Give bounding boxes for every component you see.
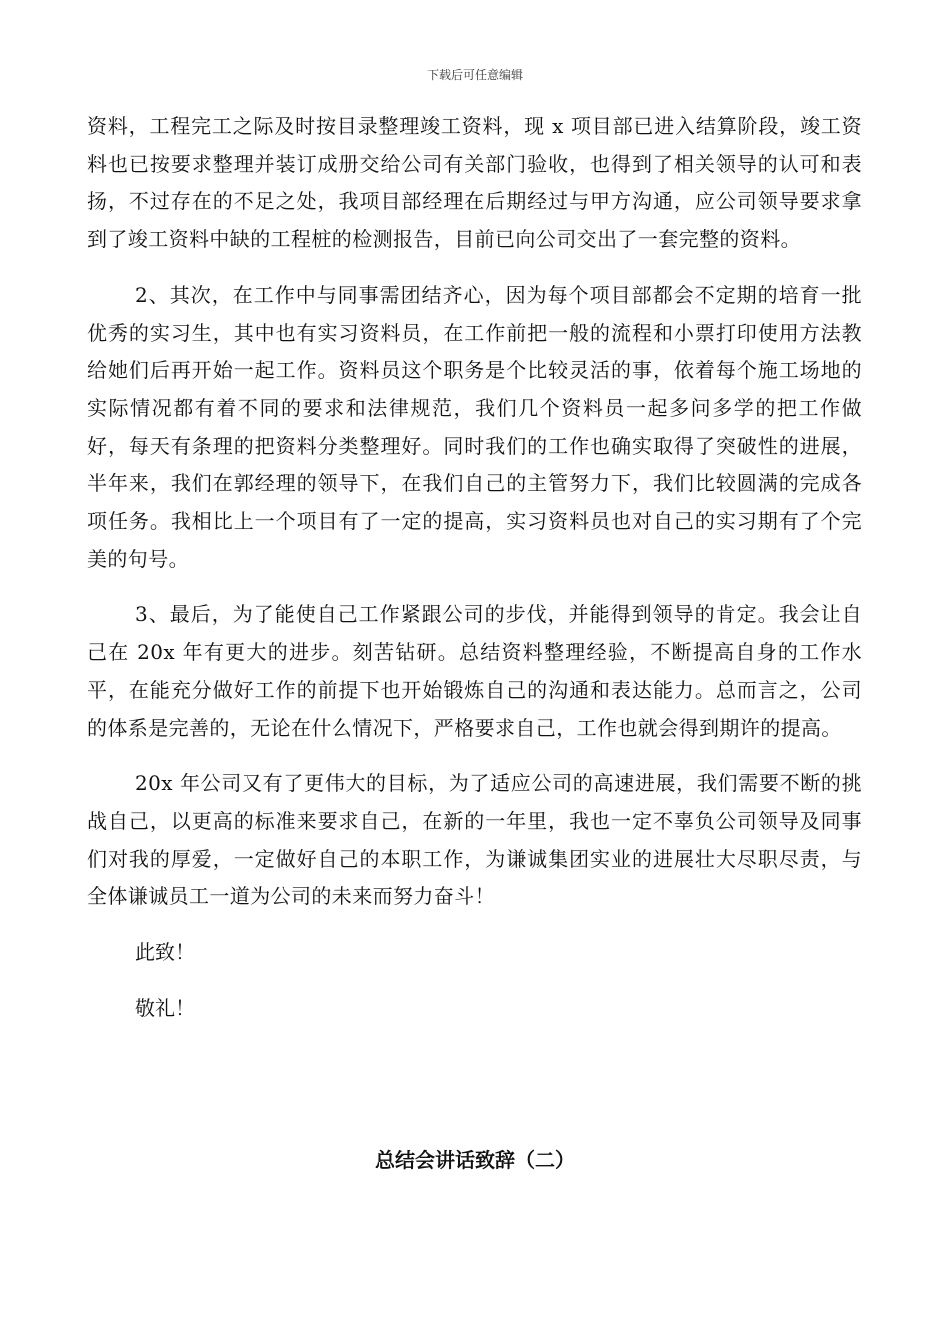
paragraph-3: 3、最后，为了能使自己工作紧跟公司的步伐，并能得到领导的肯定。我会让自己在 20x 年有更大的进步。刻苦钻研。总结资料整理经验，不断提高自身的工作水平，在能充分做好工作的前提下也开始锻炼自己的沟通和表达能力。总而言之，公司的体系是完善的，无论在什么情况下，严格要求自己，工作也就会得到期许的提高。 bbox=[87, 602, 862, 740]
paragraph-gap bbox=[87, 747, 862, 765]
paragraph-gap bbox=[87, 916, 862, 934]
document-body bbox=[87, 108, 862, 1027]
section-title: 总结会讲话致辞（二） bbox=[375, 1148, 575, 1172]
paragraph-gap bbox=[87, 972, 862, 990]
closing-salutation: 此致！ bbox=[135, 940, 195, 965]
paragraph-2: 2、其次，在工作中与同事需团结齐心，因为每个项目部都会不定期的培育一批优秀的实习生，其中也有实习资料员，在工作前把一般的流程和小票打印使用方法教给她们后再开始一起工作。资料员这个职务是个比较灵活的事，依着每个施工场地的实际情况都有着不同的要求和法律规范，我们几个资料员一起多问多学的把工作做好，每天有条理的把资料分类整理好。同时我们的工作也确实取得了突破性的进展，半年来，我们在郭经理的领导下，在我们自己的主管努力下，我们比较圆满的完成各项任务。我相比上一个项目有了一定的提高，实习资料员也对自己的实习期有了个完美的句号。 bbox=[87, 282, 862, 571]
page-header-note: 下载后可任意编辑 bbox=[426, 68, 523, 82]
closing-regards: 敬礼！ bbox=[135, 995, 195, 1020]
paragraph-gap bbox=[87, 578, 862, 596]
paragraph-gap bbox=[87, 259, 862, 277]
paragraph-4: 20x 年公司又有了更伟大的目标，为了适应公司的高速进展，我们需要不断的挑战自己，以更高的标准来要求自己，在新的一年里，我也一定不辜负公司领导及同事们对我的厚爱，一定做好自己的本职工作，为谦诚集团实业的进展壮大尽职尽责，与全体谦诚员工一道为公司的未来而努力奋斗！ bbox=[87, 771, 862, 909]
paragraph-1: 资料，工程完工之际及时按目录整理竣工资料，现 x 项目部已进入结算阶段，竣工资料也已按要求整理并装订成册交给公司有关部门验收，也得到了相关领导的认可和表扬，不过存在的不足之处，我项目部经理在后期经过与甲方沟通，应公司领导要求拿到了竣工资料中缺的工程桩的检测报告，目前已向公司交出了一套完整的资料。 bbox=[87, 114, 862, 252]
